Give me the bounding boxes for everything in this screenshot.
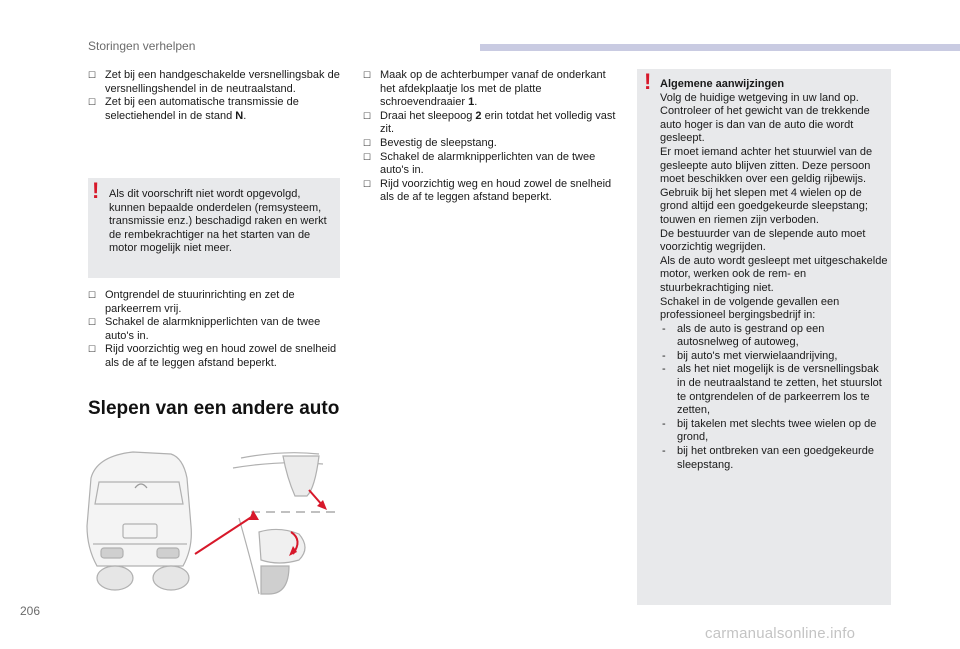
list-item: - bij het ontbreken van een goedgekeurde sleepstang.	[662, 445, 874, 471]
list-item: - bij auto's met vierwielaandrijving,	[662, 349, 838, 362]
bullet-marker-icon: ☐	[88, 97, 97, 108]
list-item: ☐ Draai het sleepoog 2 erin totdat het volledig vast zit.	[363, 109, 616, 136]
general-instructions-text: Algemene aanwijzingen Volg de huidige wetgeving in uw land op. Controleer of het gewicht van de trekkende auto hoger is dan van de auto die wordt gesleept. Er moet iemand achter het stuurwiel van de gesleepte auto blijven zitten. Deze persoon moet beschikken over een geldig rijbewijs. Gebruik bij het slepen met 4 wielen op de grond altijd een goedgekeurde sleepstang; touwen en riemen zijn verboden. De bestuurder van de slepende auto moet voorzichtig wegrijden. Als de auto wordt gesleept met uitgeschakelde motor, werken ook de rem- en stuurbekrachtiging niet. Schakel in de volgende gevallen een professioneel bergingsbedrijf in: - als de auto is gestrand op een autosnelweg of autoweg, - bij auto's met vierwielaandrijving, - als het niet mogelijk is de versnellingsbak in de neutraalstand te zetten, het stuurslot te ontgrendelen of de parkeerrem los te zetten, - bij takelen met slechts twee wielen op de grond, - bij het ontbreken van een goedgekeurde sleepstang.	[660, 78, 888, 471]
bullet-marker-icon: ☐	[88, 344, 97, 355]
col1-bullets-bottom	[88, 289, 343, 371]
warning-text: Als dit voorschrift niet wordt opgevolgd, kunnen bepaalde onderdelen (remsysteem, transmissie enz.) beschadigd raken en werkt de rembekrachtiger na het starten van de motor mogelijk niet meer.	[109, 188, 327, 255]
section-heading: Slepen van een andere auto	[88, 398, 340, 419]
col1-bullets-top	[88, 69, 343, 123]
box-title: Algemene aanwijzingen	[660, 78, 785, 90]
list-item: ☐ Schakel de alarmknipperlichten van de twee auto's in.	[363, 150, 596, 177]
bullet-marker-icon: ☐	[363, 137, 372, 148]
page-number: 206	[20, 604, 41, 618]
towing-eye-illustration	[83, 448, 341, 596]
list-item: ☐ Rijd voorzichtig weg en houd zowel de snelheid als de af te leggen afstand beperkt.	[363, 177, 612, 204]
section-title: Storingen verhelpen	[88, 39, 196, 53]
list-item: - als het niet mogelijk is de versnellingsbak in de neutraalstand te zetten, het stuurslot te ontgrendelen of de parkeerrem los te zetten,	[662, 363, 882, 417]
watermark: carmanualsonline.info	[705, 625, 856, 642]
header-bar	[480, 44, 960, 51]
warning-box	[88, 178, 340, 278]
bullet-marker-icon: ☐	[88, 317, 97, 328]
col2-bullets	[363, 69, 621, 205]
list-item: ☐ Ontgrendel de stuurinrichting en zet de parkeerrem vrij.	[88, 289, 295, 315]
bullet-marker-icon: ☐	[363, 70, 372, 80]
bullet-marker-icon: ☐	[363, 178, 372, 189]
warning-exclamation-icon: !	[644, 69, 652, 94]
list-item: - als de auto is gestrand op een autosnelweg of autoweg,	[662, 322, 825, 349]
bullet-marker-icon: ☐	[88, 70, 97, 80]
list-item: ☐ Zet bij een automatische transmissie de selectiehendel in de stand N.	[88, 96, 299, 122]
general-instructions-box	[637, 69, 891, 605]
list-item: ☐ Bevestig de sleepstang.	[363, 136, 497, 149]
bullet-marker-icon: ☐	[88, 290, 97, 300]
bullet-marker-icon: ☐	[363, 151, 372, 162]
list-item: ☐ Schakel de alarmknipperlichten van de twee auto's in.	[88, 316, 321, 342]
bullet-marker-icon: ☐	[363, 110, 372, 121]
warning-exclamation-icon: !	[92, 178, 100, 203]
list-item: ☐ Maak op de achterbumper vanaf de onderkant het afdekplaatje los met de platte schroevendraaier 1.	[363, 69, 606, 109]
list-item: ☐ Zet bij een handgeschakelde versnellingsbak de versnellingshendel in de neutraalstand.	[88, 69, 340, 95]
list-item: - bij takelen met slechts twee wielen op de grond,	[662, 417, 877, 444]
list-item: ☐ Rijd voorzichtig weg en houd zowel de snelheid als de af te leggen afstand beperkt.	[88, 343, 337, 369]
